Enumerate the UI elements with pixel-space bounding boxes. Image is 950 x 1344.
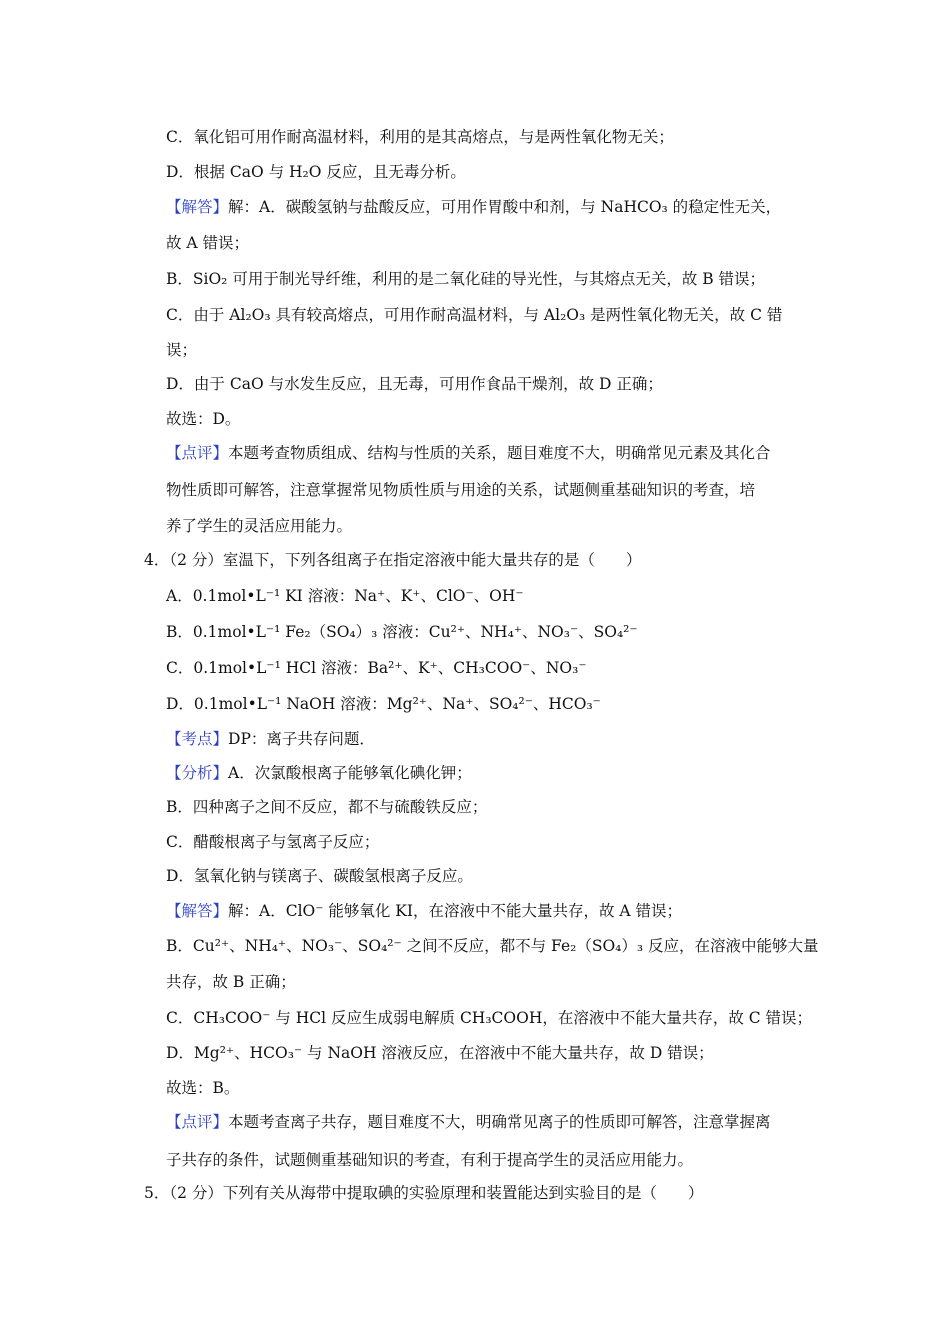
text-line: C．氧化铝可用作耐高温材料，利用的是其高熔点，与是两性氧化物无关； bbox=[166, 128, 674, 146]
question-5-stem: 5．（2 分）下列有关从海带中提取碘的实验原理和装置能达到实验目的是（ ） bbox=[144, 1184, 704, 1202]
option-d: D．0.1mol•L⁻¹ NaOH 溶液：Mg²⁺、Na⁺、SO₄²⁻、HCO₃⁻ bbox=[166, 695, 601, 713]
text-line: B．SiO₂ 可用于制光导纤维，利用的是二氧化硅的导光性，与其熔点无关，故 B 错误； bbox=[166, 270, 766, 288]
text-line: 共存，故 B 正确； bbox=[166, 973, 296, 991]
text-line bbox=[166, 729, 375, 749]
text-line bbox=[166, 901, 682, 921]
text-line bbox=[166, 763, 472, 783]
text-line: 故选：D。 bbox=[166, 410, 241, 428]
text-line: 物性质即可解答，注意掌握常见物质性质与用途的关系，试题侧重基础知识的考查，培 bbox=[166, 481, 756, 499]
text-line: D．由于 CaO 与水发生反应，且无毒，可用作食品干燥剂，故 D 正确； bbox=[166, 375, 663, 393]
kaodian-text: DP：离子共存问题． bbox=[228, 730, 375, 748]
text-line: B．Cu²⁺、NH₄⁺、NO₃⁻、SO₄²⁻ 之间不反应，都不与 Fe₂（SO₄）₃ 反应，在溶液中能够大量 bbox=[166, 937, 819, 955]
text-line: 养了学生的灵活应用能力。 bbox=[166, 517, 353, 535]
text-line bbox=[166, 1112, 771, 1132]
question-4-stem: 4．（2 分）室温下，下列各组离子在指定溶液中能大量共存的是（ ） bbox=[144, 551, 642, 569]
answer-text: 解：A．ClO⁻ 能够氧化 KI，在溶液中不能大量共存，故 A 错误； bbox=[228, 902, 683, 920]
comment-tag: 【点评】 bbox=[166, 1113, 229, 1131]
text-line bbox=[166, 443, 771, 463]
text-line: 误； bbox=[166, 341, 198, 359]
option-b: B．0.1mol•L⁻¹ Fe₂（SO₄）₃ 溶液：Cu²⁺、NH₄⁺、NO₃⁻、SO₄²⁻ bbox=[166, 623, 638, 641]
kaodian-tag: 【考点】 bbox=[166, 730, 229, 748]
text-line: B．四种离子之间不反应，都不与硫酸铁反应； bbox=[166, 798, 488, 816]
text-line: D．根据 CaO 与 H₂O 反应，且无毒分析。 bbox=[166, 163, 466, 181]
comment-tag: 【点评】 bbox=[166, 444, 229, 462]
answer-tag: 【解答】 bbox=[166, 902, 229, 920]
text-line: C．CH₃COO⁻ 与 HCl 反应生成弱电解质 CH₃COOH，在溶液中不能大量共存，故 C 错误； bbox=[166, 1009, 813, 1027]
option-c: C．0.1mol•L⁻¹ HCl 溶液：Ba²⁺、K⁺、CH₃COO⁻、NO₃⁻ bbox=[166, 659, 587, 677]
text-line: D．Mg²⁺、HCO₃⁻ 与 NaOH 溶液反应，在溶液中不能大量共存，故 D 错误； bbox=[166, 1044, 714, 1062]
text-line: C．醋酸根离子与氢离子反应； bbox=[166, 833, 380, 851]
analysis-text: A．次氯酸根离子能够氧化碘化钾； bbox=[228, 764, 472, 782]
text-line: C．由于 Al₂O₃ 具有较高熔点，可用作耐高温材料，与 Al₂O₃ 是两性氧化物无关，故 C 错 bbox=[166, 306, 783, 324]
comment-text: 本题考查物质组成、结构与性质的关系，题目难度不大，明确常见元素及其化合 bbox=[228, 444, 771, 462]
text-line: 故选：B。 bbox=[166, 1079, 240, 1097]
text-line: 故 A 错误； bbox=[166, 234, 250, 252]
text-line: D．氢氧化钠与镁离子、碳酸氢根离子反应。 bbox=[166, 867, 473, 885]
option-a: A．0.1mol•L⁻¹ KI 溶液：Na⁺、K⁺、ClO⁻、OH⁻ bbox=[166, 587, 524, 605]
answer-tag: 【解答】 bbox=[166, 198, 229, 216]
answer-text: 解：A．碳酸氢钠与盐酸反应，可用作胃酸中和剂，与 NaHCO₃ 的稳定性无关， bbox=[228, 198, 782, 216]
comment-text: 本题考查离子共存，题目难度不大，明确常见离子的性质即可解答，注意掌握离 bbox=[228, 1113, 771, 1131]
text-line bbox=[166, 197, 781, 217]
analysis-tag: 【分析】 bbox=[166, 764, 229, 782]
text-line: 子共存的条件，试题侧重基础知识的考查，有利于提高学生的灵活应用能力。 bbox=[166, 1151, 694, 1169]
